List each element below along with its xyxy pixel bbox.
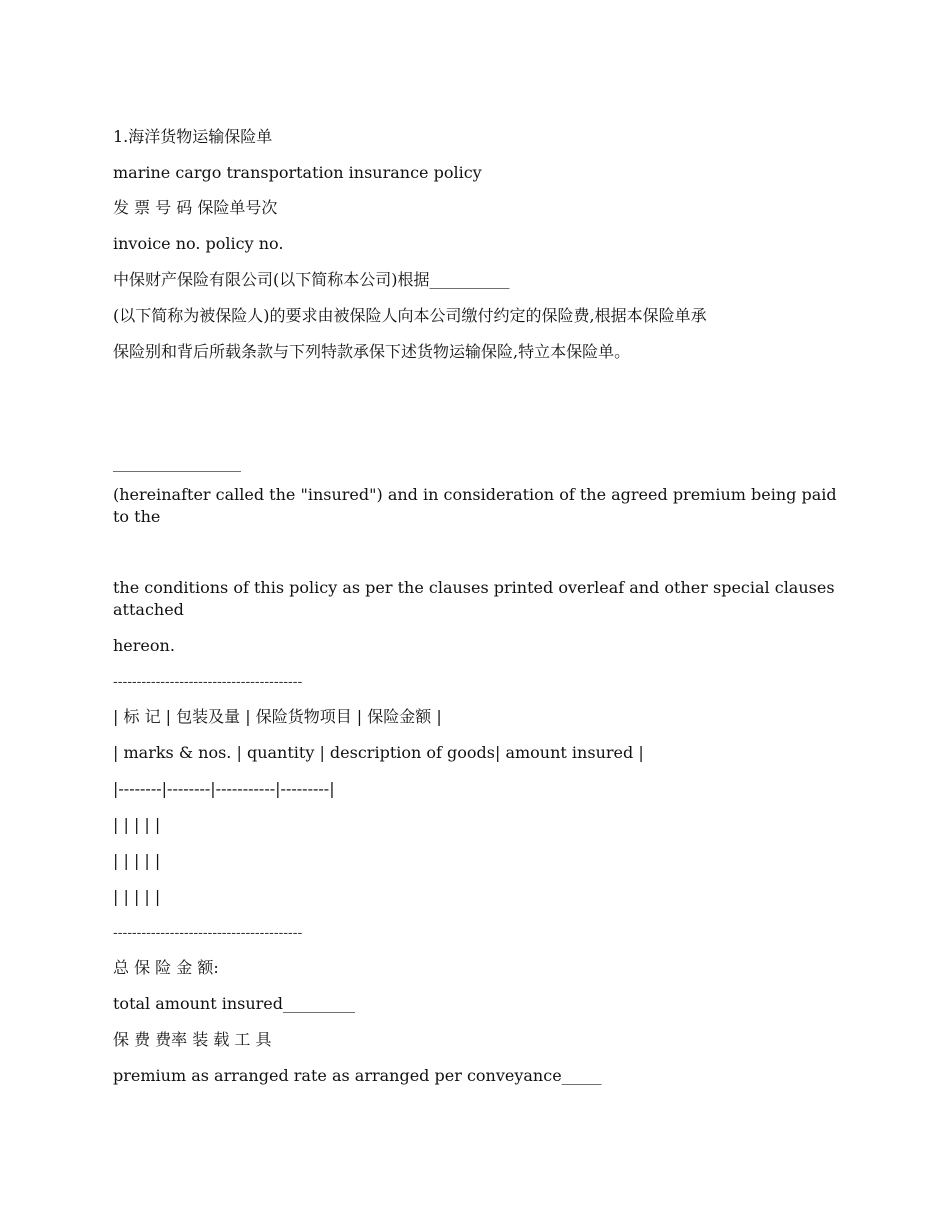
- insurer-clause-cn-1: 中保财产保险有限公司(以下简称本公司)根据__________: [113, 270, 510, 289]
- table-top-rule: ----------------------------------------: [113, 674, 303, 690]
- premium-rate-label-cn: 保 费 费率 装 载 工 具: [113, 1030, 272, 1049]
- document-title: 1.海洋货物运输保险单: [113, 127, 273, 146]
- invoice-policy-label-en: invoice no. policy no.: [113, 234, 284, 253]
- total-amount-label-cn: 总 保 险 金 额:: [113, 958, 219, 977]
- table-header-separator: |--------|--------|-----------|---------|: [113, 779, 335, 798]
- invoice-policy-label-cn: 发 票 号 码 保险单号次: [113, 198, 278, 217]
- total-amount-label-en: total amount insured_________: [113, 994, 355, 1013]
- insured-name-blank: ________________: [113, 453, 241, 472]
- table-header-cn: | 标 记 | 包装及量 | 保险货物项目 | 保险金额 |: [113, 707, 442, 726]
- table-row: | | | | |: [113, 851, 161, 870]
- insured-clause-en-2: the conditions of this policy as per the clauses printed overleaf and other special clauses attached: [113, 578, 840, 619]
- document-title-english: marine cargo transportation insurance policy: [113, 163, 482, 182]
- table-header-en: | marks & nos. | quantity | description of goods| amount insured |: [113, 743, 644, 762]
- insured-clause-en-1: (hereinafter called the "insured") and in consideration of the agreed premium being paid to the: [113, 485, 842, 526]
- table-row: | | | | |: [113, 815, 161, 834]
- insurer-clause-cn-2: (以下简称为被保险人)的要求由被保险人向本公司缴付约定的保险费,根据本保险单承: [113, 306, 707, 325]
- table-bottom-rule: ----------------------------------------: [113, 925, 303, 941]
- insurer-clause-cn-3: 保险别和背后所载条款与下列特款承保下述货物运输保险,特立本保险单。: [113, 342, 631, 361]
- insured-clause-en-3: hereon.: [113, 636, 175, 655]
- premium-rate-label-en: premium as arranged rate as arranged per conveyance_____: [113, 1066, 602, 1085]
- table-row: | | | | |: [113, 887, 161, 906]
